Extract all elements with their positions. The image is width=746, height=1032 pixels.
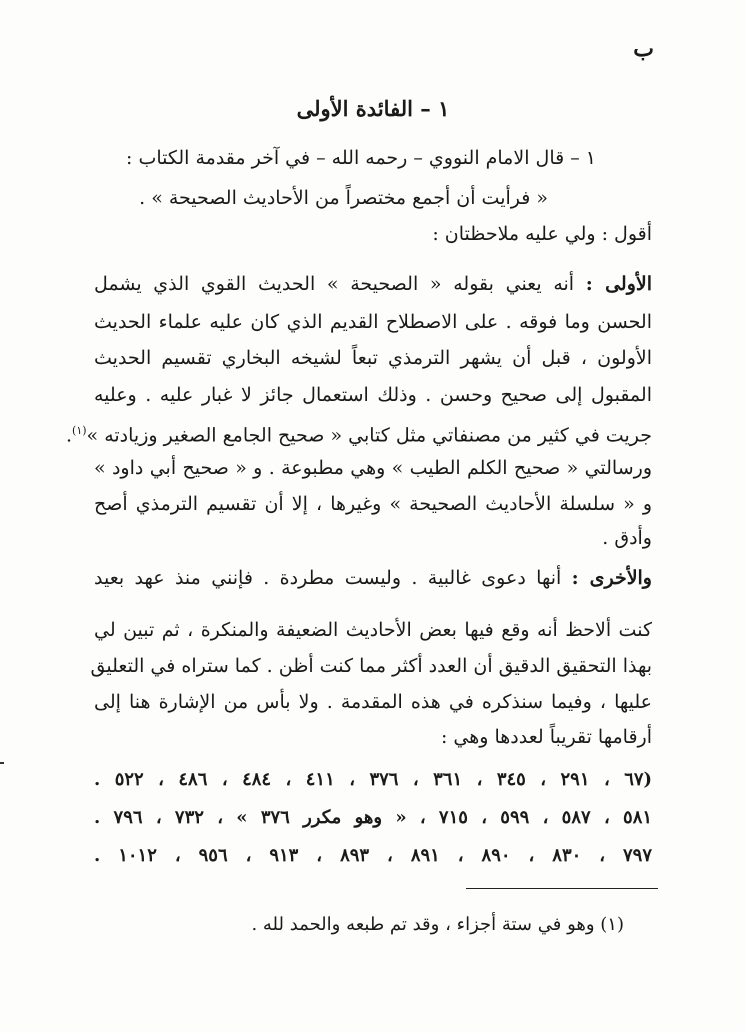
numbers-row-2: ٥٨١ ، ٥٨٧ ، ٥٩٩ ، ٧١٥ ، « وهو مكرر ٣٧٦ » ، ٧٣٢ ، ٧٩٦ . — [94, 807, 653, 828]
first-note-end-5: . — [65, 424, 73, 447]
margin-mark — [0, 762, 4, 764]
second-note-line-3: بهذا التحقيق الدقيق أن العدد أكثر مما كنت أظن . كما ستراه في التعليق — [90, 655, 652, 677]
intro-quote: « فرأيت أن أجمع مختصراً من الأحاديث الصحيحة » . — [139, 187, 548, 209]
footnote-ref: (١) — [72, 424, 87, 437]
section-heading: ١ – الفائدة الأولى — [296, 96, 450, 121]
first-note-text-1: أنه يعني بقوله « الصحيحة » الحديث القوي الذي يشمل — [94, 273, 575, 295]
first-note-label: الأولى : — [585, 273, 652, 295]
first-note-line-4: المقبول إلى صحيح وحسن . وذلك استعمال جائز لا غبار عليه . وعليه — [94, 384, 652, 406]
first-note-text-5: جريت في كثير من مصنفاتي مثل كتابي « صحيح الجامع الصغير وزيادته » — [86, 424, 652, 447]
numbers-row-3: ٧٩٧ ، ٨٣٠ ، ٨٩٠ ، ٨٩١ ، ٨٩٣ ، ٩١٣ ، ٩٥٦ ، ١٠١٢ . — [94, 845, 653, 866]
page-letter: ب — [633, 36, 654, 62]
second-note-line-2: كنت ألاحظ أنه وقع فيها بعض الأحاديث الضعيفة والمنكرة ، ثم تبين لي — [94, 619, 652, 641]
numbers-row-1: (٦٧ ، ٢٩١ ، ٣٤٥ ، ٣٦١ ، ٣٧٦ ، ٤١١ ، ٤٨٤ ، ٤٨٦ ، ٥٢٢ . — [94, 769, 653, 790]
second-note-line-4: عليها ، وفيما سنذكره في هذه المقدمة . ولا بأس من الإشارة هنا إلى — [94, 691, 652, 713]
intro-line-1: ١ – قال الامام النووي – رحمه الله – في آخر مقدمة الكتاب : — [126, 147, 596, 169]
first-note-line-3: الأولون ، قبل أن يشهر الترمذي تبعاً لشيخه البخاري تقسيم الحديث — [94, 347, 652, 369]
first-note-line-1 — [94, 266, 652, 302]
second-note-text-1: أنها دعوى غالبية . وليست مطردة . فإنني منذ عهد بعيد — [94, 567, 562, 589]
footnote-divider — [466, 888, 658, 889]
first-note-line-8: وأدق . — [602, 527, 652, 549]
second-note-label: والأخرى : — [571, 567, 652, 589]
first-note-line-2: الحسن وما فوقه . على الاصطلاح القديم الذي كان عليه علماء الحديث — [94, 311, 652, 333]
footnote: (١) وهو في ستة أجزاء ، وقد تم طبعه والحمد لله . — [251, 914, 624, 935]
first-note-line-5 — [65, 413, 652, 453]
intro-line-3: أقول : ولي عليه ملاحظتان : — [432, 223, 652, 245]
first-note-line-6: ورسالتي « صحيح الكلم الطيب » وهي مطبوعة . و « صحيح أبي داود » — [94, 457, 652, 479]
second-note-line-5: أرقامها تقريباً لعددها وهي : — [440, 726, 652, 748]
second-note-line-1 — [94, 560, 652, 596]
first-note-line-7: و « سلسلة الأحاديث الصحيحة » وغيرها ، إلا أن تقسيم الترمذي أصح — [94, 493, 652, 515]
